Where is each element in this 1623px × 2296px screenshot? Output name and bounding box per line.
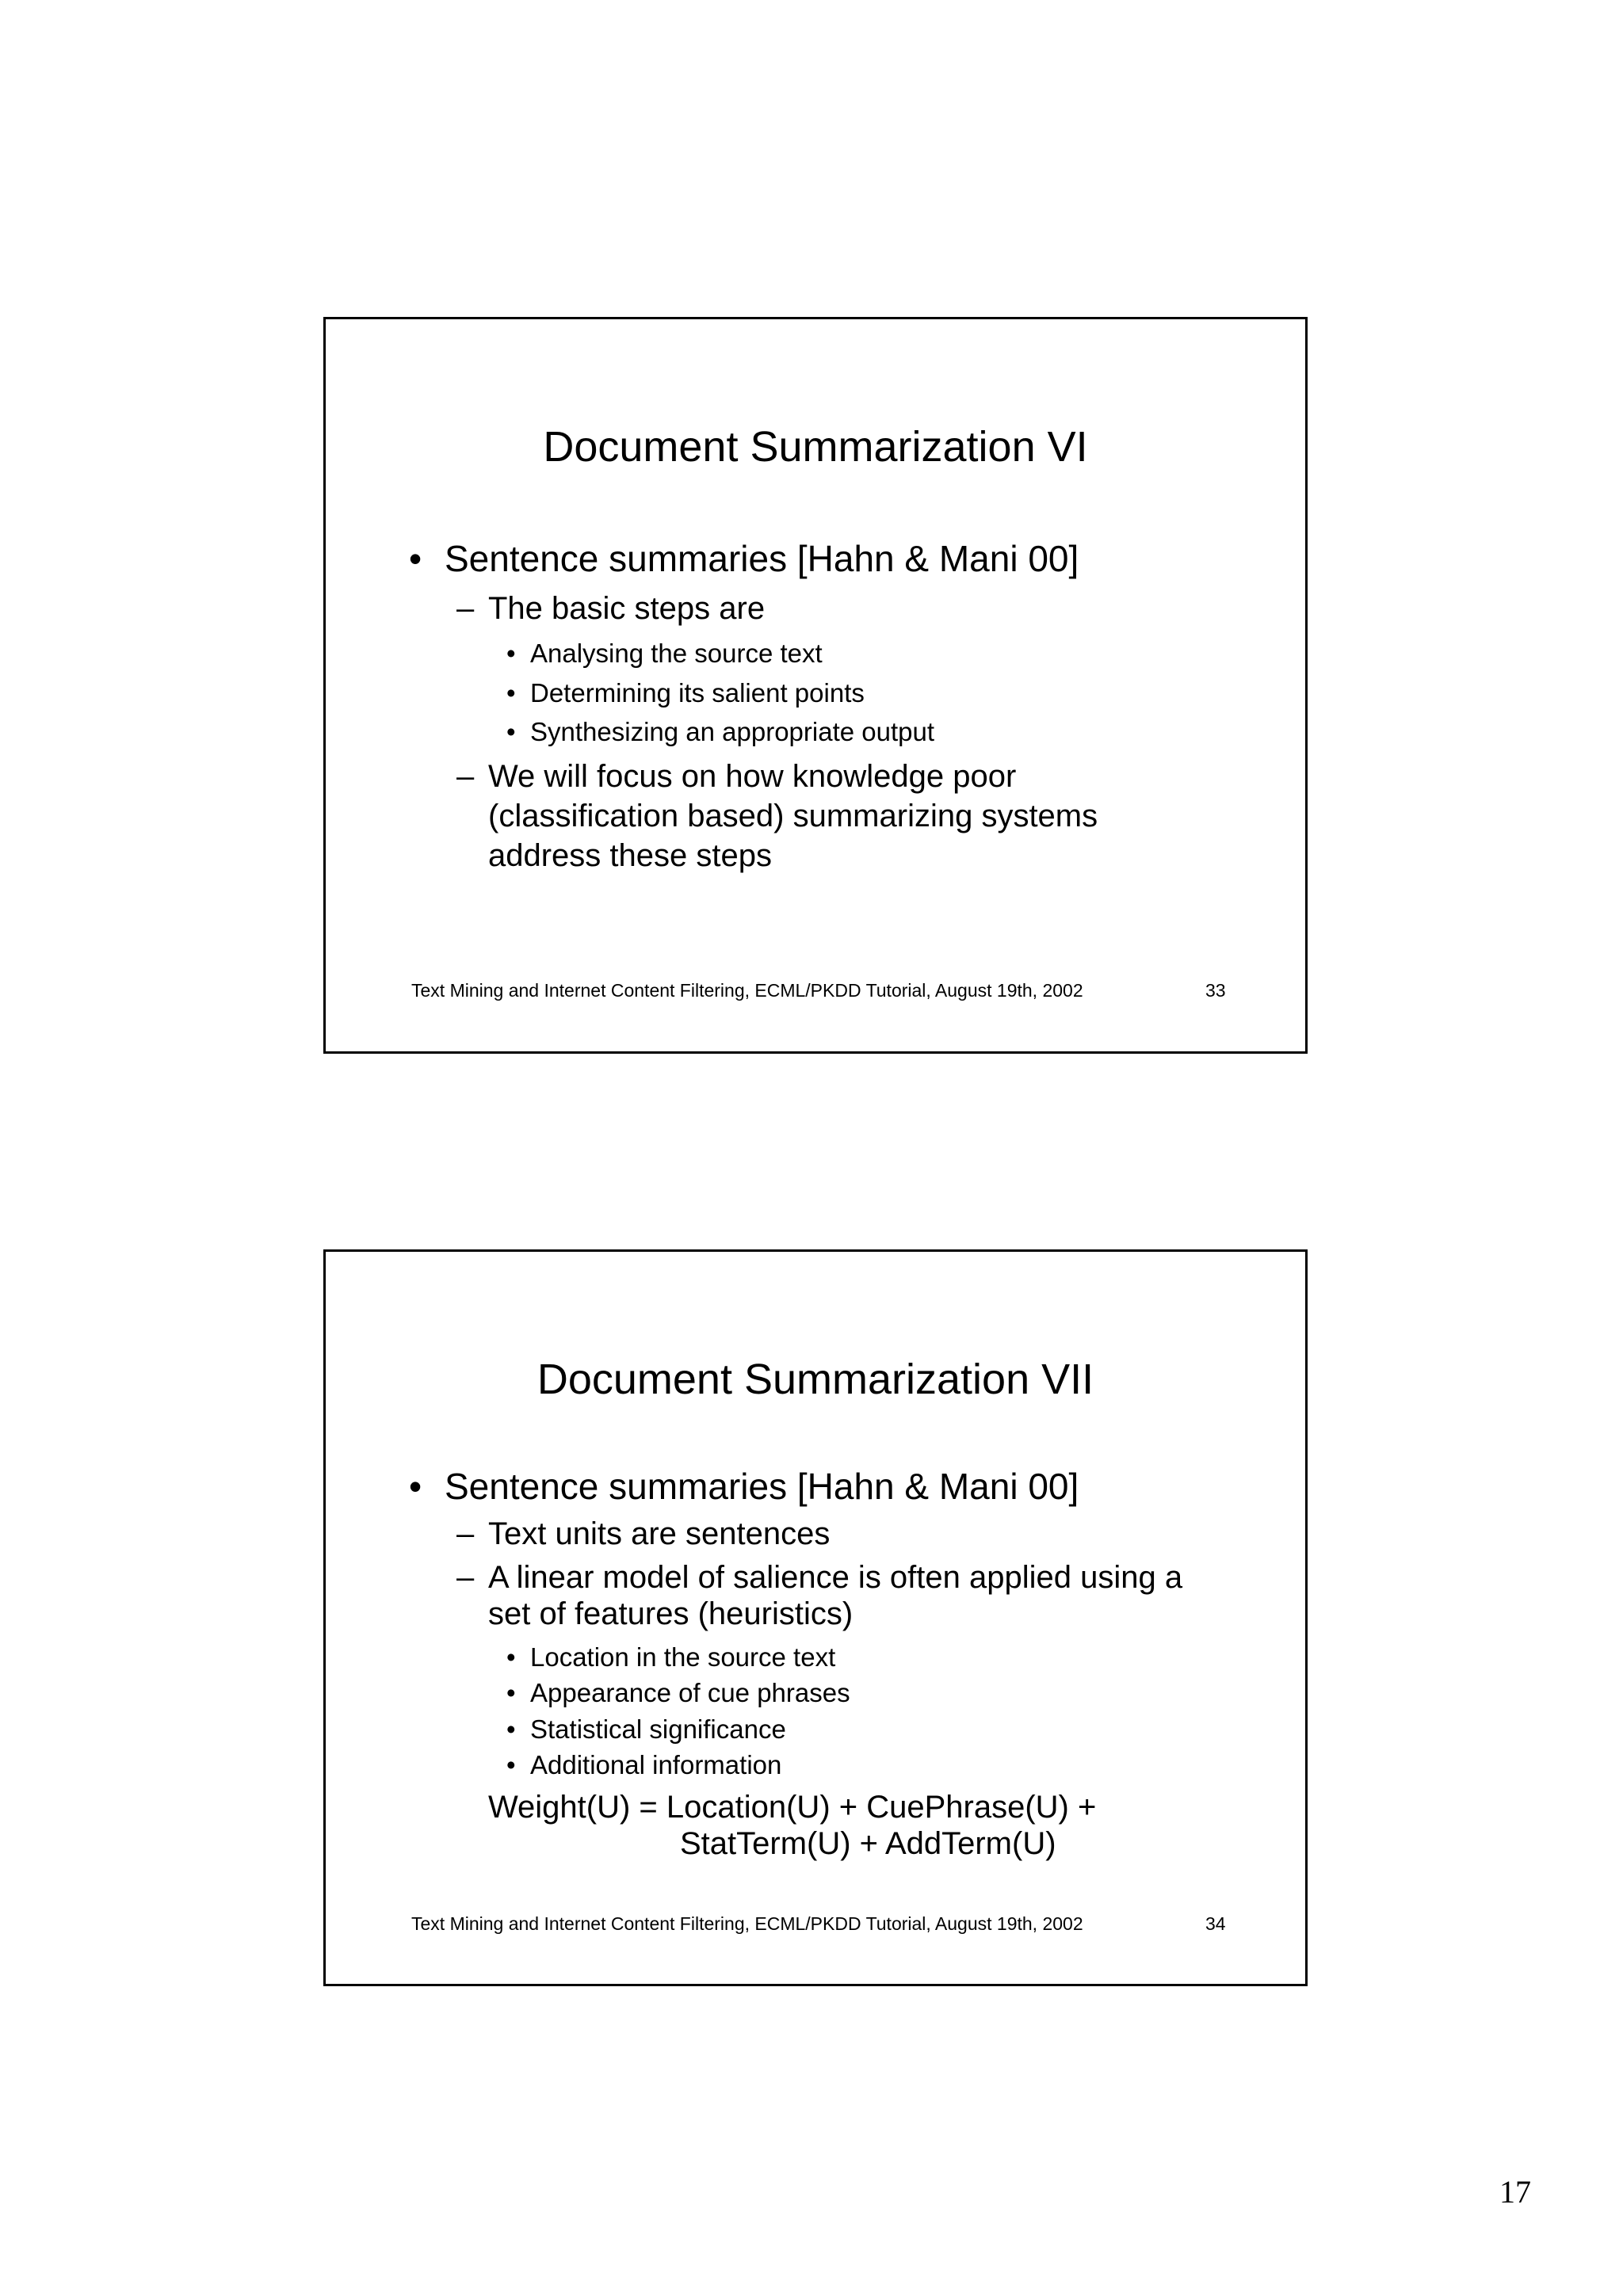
list-item: Statistical significance <box>530 1714 786 1744</box>
list-item: Location in the source text <box>530 1642 836 1672</box>
slide-number: 34 <box>1205 1913 1226 1934</box>
bullet-marker: • <box>409 538 422 579</box>
slide-number: 33 <box>1205 980 1226 1001</box>
sub-bullet-text: (classification based) summarizing systems <box>488 799 1098 833</box>
list-item: Additional information <box>530 1750 782 1779</box>
sub-bullet-text: set of features (heuristics) <box>488 1596 854 1631</box>
dash-marker: – <box>456 1560 475 1595</box>
dash-marker: – <box>456 1516 475 1551</box>
sub-bullet-text: A linear model of salience is often applied using a <box>488 1560 1183 1595</box>
bullet-text: Sentence summaries [Hahn & Mani 00] <box>445 1466 1079 1507</box>
slide-title: Document Summarization VI <box>543 423 1088 471</box>
small-bullet-marker: • <box>506 1750 516 1779</box>
slide-footer: Text Mining and Internet Content Filtering, ECML/PKDD Tutorial, August 19th, 2002 <box>411 980 1083 1001</box>
small-bullet-marker: • <box>506 1714 516 1744</box>
bullet-marker: • <box>409 1466 422 1507</box>
list-item: Appearance of cue phrases <box>530 1678 850 1707</box>
slide-title: Document Summarization VII <box>537 1356 1094 1403</box>
formula-line: StatTerm(U) + AddTerm(U) <box>680 1826 1056 1861</box>
sub-bullet-text: The basic steps are <box>488 591 766 626</box>
formula-line: Weight(U) = Location(U) + CuePhrase(U) + <box>488 1790 1097 1825</box>
small-bullet-marker: • <box>506 1642 516 1672</box>
list-item: Synthesizing an appropriate output <box>530 717 935 746</box>
small-bullet-marker: • <box>506 639 516 668</box>
sub-bullet-text: We will focus on how knowledge poor <box>488 759 1017 794</box>
slide-34 <box>323 1249 1308 1986</box>
page-number: 17 <box>1499 2174 1531 2210</box>
sub-bullet-text: Text units are sentences <box>488 1516 831 1551</box>
bullet-text: Sentence summaries [Hahn & Mani 00] <box>445 538 1079 579</box>
list-item: Determining its salient points <box>530 678 865 707</box>
dash-marker: – <box>456 591 475 626</box>
small-bullet-marker: • <box>506 678 516 707</box>
slide-33 <box>323 317 1308 1054</box>
dash-marker: – <box>456 759 475 794</box>
slide-footer: Text Mining and Internet Content Filtering, ECML/PKDD Tutorial, August 19th, 2002 <box>411 1913 1083 1934</box>
list-item: Analysing the source text <box>530 639 823 668</box>
sub-bullet-text: address these steps <box>488 838 772 873</box>
small-bullet-marker: • <box>506 1678 516 1707</box>
small-bullet-marker: • <box>506 717 516 746</box>
